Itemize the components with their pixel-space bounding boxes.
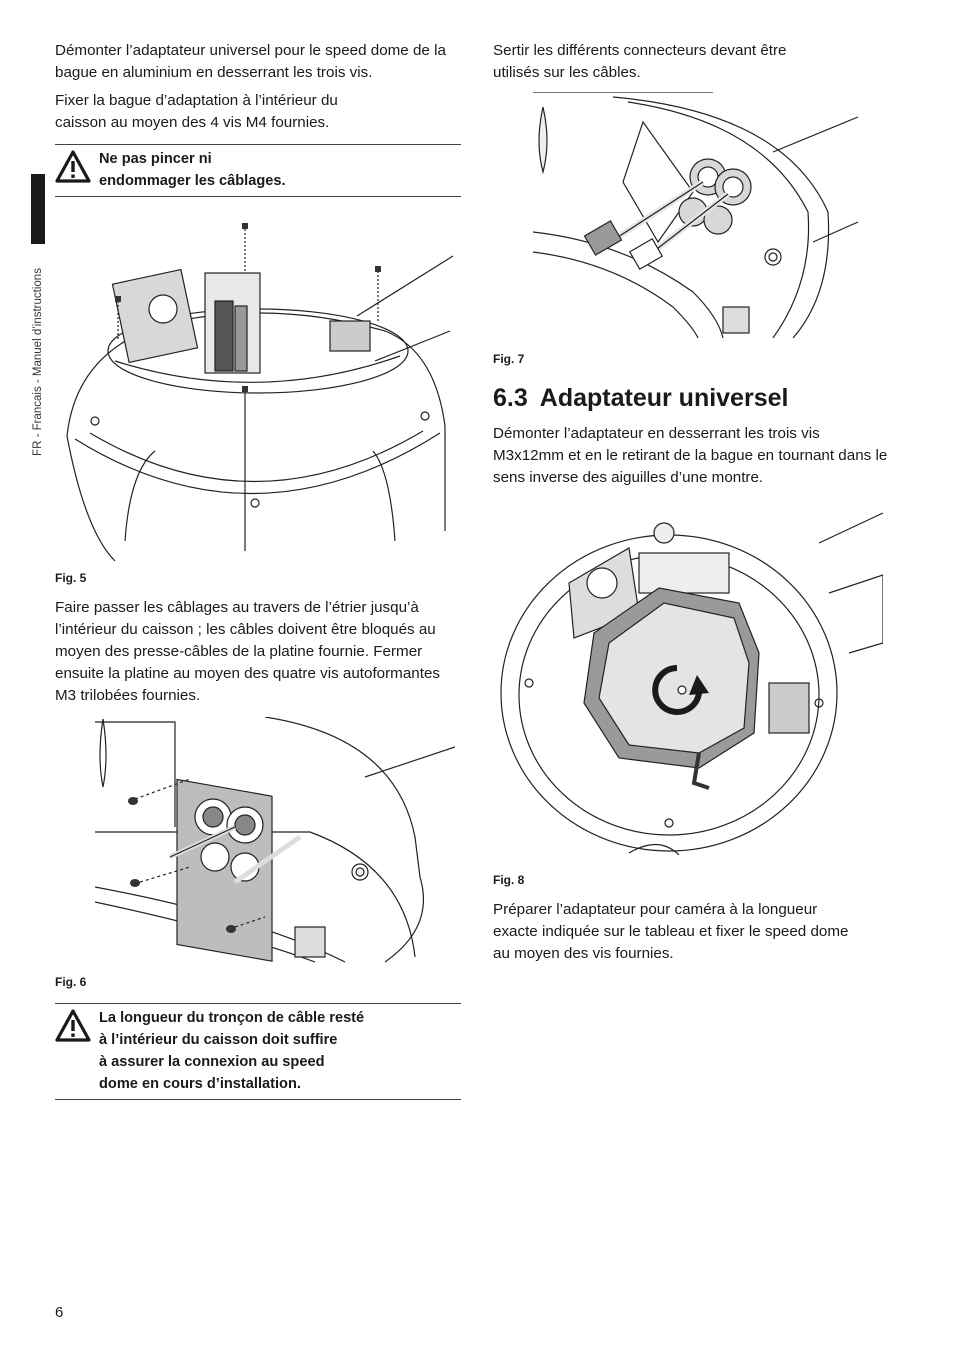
figure-5-illustration (55, 211, 463, 563)
section-title: Adaptateur universel (539, 384, 789, 412)
figure-8-label: Fig. 8 (493, 873, 525, 887)
figure-8-illustration (499, 503, 883, 863)
warning-box-cable-length (55, 1003, 461, 1100)
warning-triangle-icon (55, 1007, 99, 1047)
figure-7-label: Fig. 7 (493, 352, 525, 366)
paragraph-crimp-connectors: Sertir les différents connecteurs devant être utilisés sur les câbles. (493, 42, 787, 81)
page-number: 6 (55, 1304, 64, 1321)
warning-triangle-icon (55, 148, 99, 188)
left-column (55, 40, 463, 1100)
paragraph-remove-universal-adapter: Démonter l’adaptateur en desserrant les trois vis M3x12mm et en le retirant de la bague en tournant dans le sens inverse des aiguilles d’une montre. (493, 425, 888, 486)
figure-6-illustration (95, 717, 455, 963)
warning-text-cable-length: La longueur du tronçon de câble resté à l’intérieur du caisson doit suffire à assurer la connexion au speed dome en cours d’installation. (99, 1010, 365, 1092)
warning-box-cables (55, 144, 461, 197)
warning-text-cables: Ne pas pincer ni endommager les câblages. (99, 151, 286, 189)
right-column (493, 40, 893, 965)
chapter-tab (31, 174, 45, 244)
figure-6-label: Fig. 6 (55, 975, 87, 989)
sidebar-label: FR - Francais - Manuel d’instructions (32, 268, 44, 456)
figure-7-illustration (533, 92, 863, 338)
section-number: 6.3 (493, 384, 528, 412)
section-heading (493, 384, 893, 413)
paragraph-prepare-adapter: Préparer l’adaptateur pour caméra à la longueur exacte indiquée sur le tableau et fixer le speed dome au moyen des vis fournies. (493, 901, 849, 962)
figure-5-label: Fig. 5 (55, 571, 87, 585)
paragraph-remove-adapter: Démonter l’adaptateur universel pour le speed dome de la bague en aluminium en desserrant les trois vis. (55, 42, 446, 81)
paragraph-fix-ring: Fixer la bague d’adaptation à l’intérieur du caisson au moyen des 4 vis M4 fournies. (55, 92, 338, 131)
paragraph-pass-cables: Faire passer les câblages au travers de l’étrier jusqu’à l’intérieur du caisson ; les câbles doivent être bloqués au moyen des presse-câbles de la platine fournie. Fermer ensuite la platine au moyen des quatre vis autoformantes M3 trilobées fournies. (55, 599, 440, 704)
